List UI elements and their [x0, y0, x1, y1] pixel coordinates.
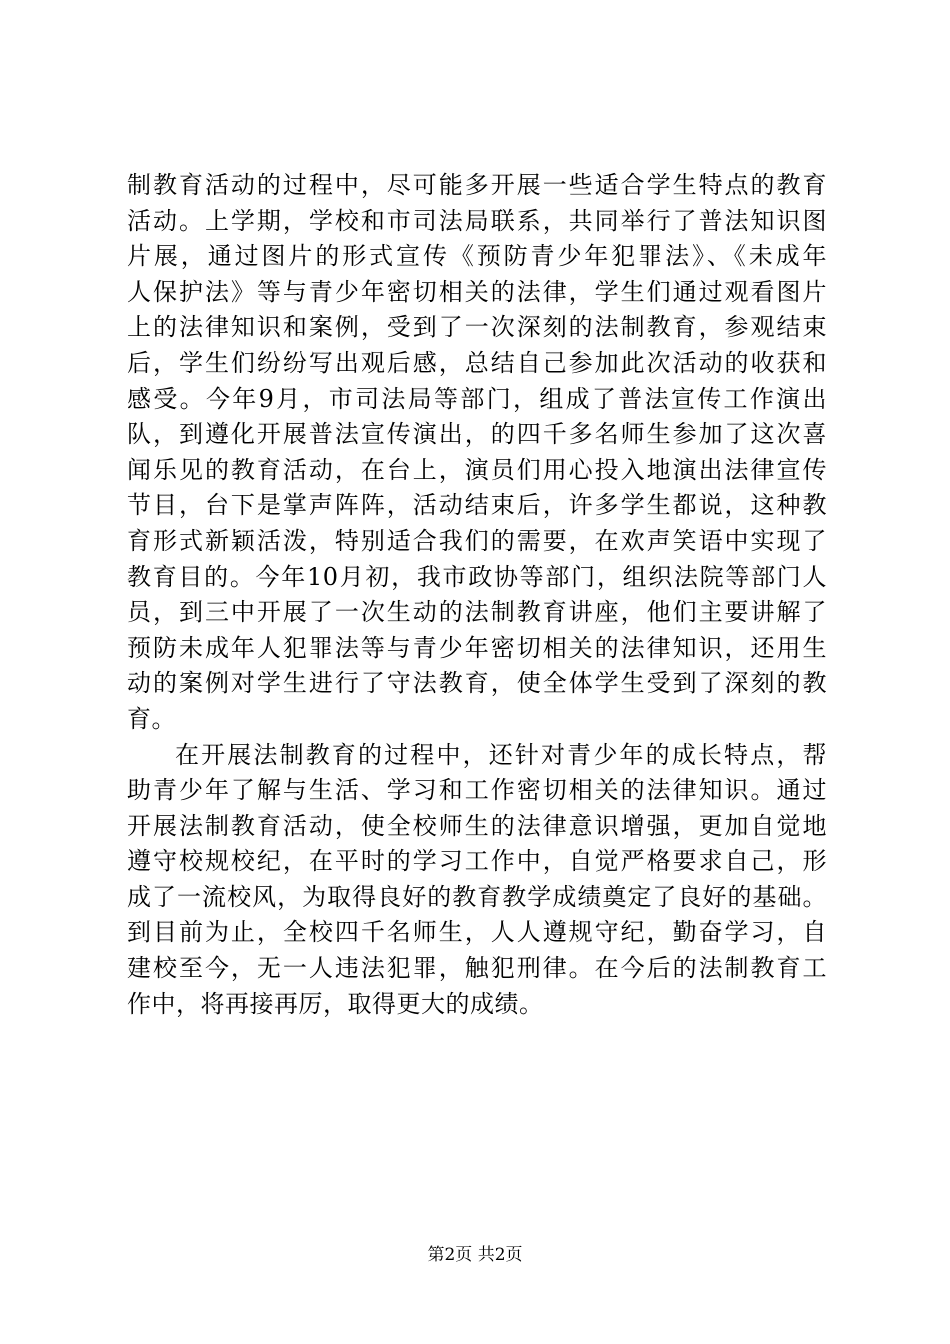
text-line: 感受。今年9月，市司法局等部门，组成了普法宣传工作演出 — [127, 384, 827, 413]
text-line: 作中，将再接再厉，取得更大的成绩。 — [127, 989, 544, 1018]
text-line: 遵守校规校纪，在平时的学习工作中，自觉严格要求自己，形 — [127, 847, 827, 876]
text-line: 后，学生们纷纷写出观后感，总结自己参加此次活动的收获和 — [127, 348, 827, 377]
text-line: 开展法制教育活动，使全校师生的法律意识增强，更加自觉地 — [127, 811, 827, 840]
text-line: 在开展法制教育的过程中，还针对青少年的成长特点，帮 — [175, 740, 827, 769]
text-line: 成了一流校风，为取得良好的教育教学成绩奠定了良好的基础。 — [127, 882, 827, 911]
text-line: 建校至今，无一人违法犯罪，触犯刑律。在今后的法制教育工 — [127, 954, 827, 983]
paragraph-1 — [127, 168, 827, 738]
text-line: 助青少年了解与生活、学习和工作密切相关的法律知识。通过 — [127, 776, 827, 805]
text-line: 人保护法》等与青少年密切相关的法律，学生们通过观看图片 — [127, 277, 827, 306]
text-line: 预防未成年人犯罪法等与青少年密切相关的法律知识，还用生 — [127, 633, 827, 662]
text-line: 动的案例对学生进行了守法教育，使全体学生受到了深刻的教 — [127, 669, 827, 698]
text-line: 育形式新颖活泼，特别适合我们的需要，在欢声笑语中实现了 — [127, 526, 827, 555]
page-number-footer: 第2页 共2页 — [427, 1245, 523, 1265]
text-line: 上的法律知识和案例，受到了一次深刻的法制教育，参观结束 — [127, 313, 827, 342]
paragraph-2 — [127, 738, 827, 1023]
text-line: 育。 — [127, 704, 176, 733]
text-line: 制教育活动的过程中，尽可能多开展一些适合学生特点的教育 — [127, 171, 827, 199]
text-line: 到目前为止，全校四千名师生，人人遵规守纪，勤奋学习，自 — [127, 918, 827, 947]
text-line: 闻乐见的教育活动，在台上，演员们用心投入地演出法律宣传 — [127, 455, 827, 484]
text-line: 员，到三中开展了一次生动的法制教育讲座，他们主要讲解了 — [127, 598, 827, 627]
text-line: 活动。上学期，学校和市司法局联系，共同举行了普法知识图 — [127, 206, 827, 235]
text-line: 片展，通过图片的形式宣传《预防青少年犯罪法》、《未成年 — [127, 242, 827, 271]
text-line: 教育目的。今年10月初，我市政协等部门，组织法院等部门人 — [127, 562, 827, 591]
text-line: 节目，台下是掌声阵阵，活动结束后，许多学生都说，这种教 — [127, 491, 827, 520]
document-body — [127, 168, 827, 1022]
text-line: 队，到遵化开展普法宣传演出，的四千多名师生参加了这次喜 — [127, 420, 827, 449]
